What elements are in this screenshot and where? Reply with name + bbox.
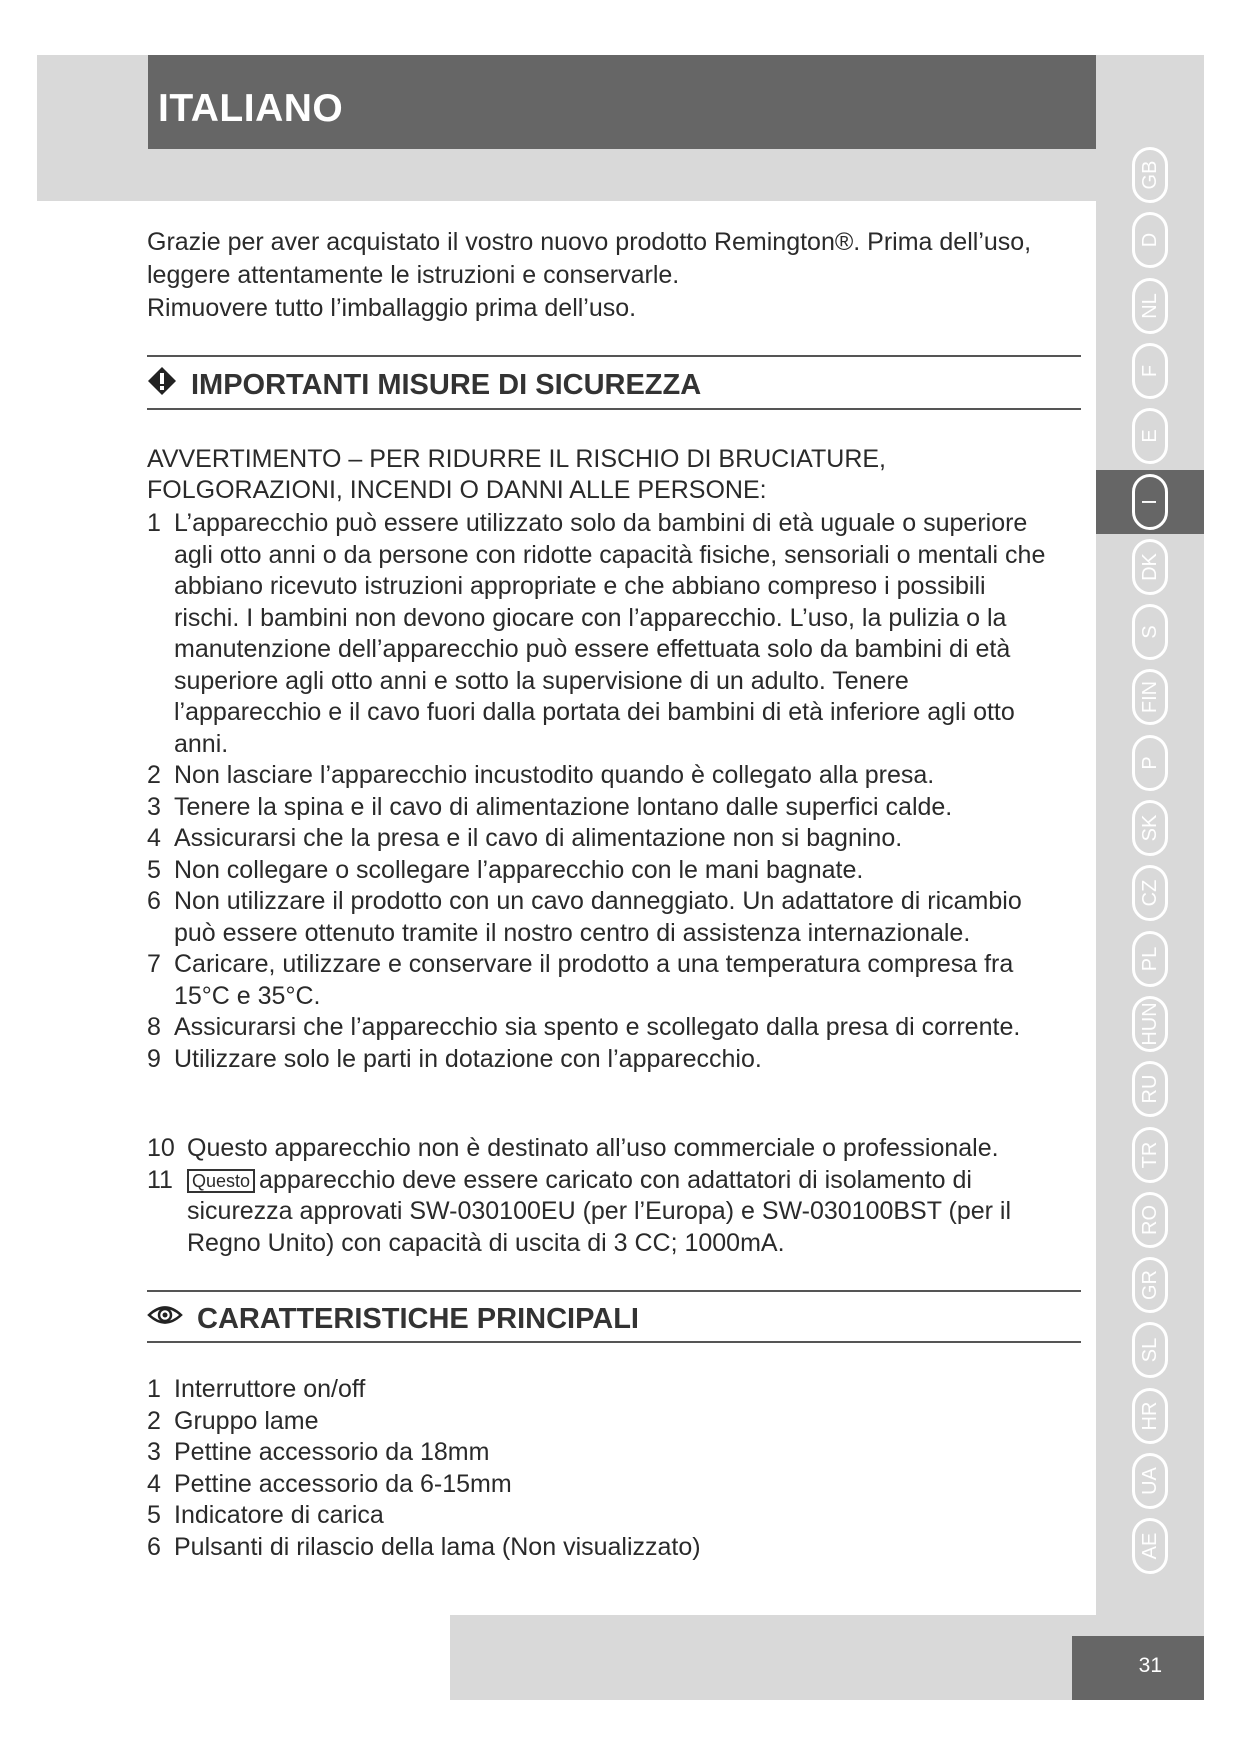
language-tab-f[interactable] [1096, 339, 1204, 403]
features-heading [147, 1302, 639, 1336]
language-tab-e[interactable] [1096, 404, 1204, 468]
language-tab-label: RO [1132, 1192, 1168, 1248]
item-number: 6 [147, 1532, 161, 1561]
item-text: Assicurarsi che la presa e il cavo di alimentazione non si bagnino. [174, 824, 903, 852]
list-item [147, 760, 1047, 792]
safety-heading [147, 366, 701, 404]
page-number: 31 [1138, 1654, 1162, 1677]
language-tab-label: HUN [1132, 996, 1168, 1052]
language-tab-label: UA [1132, 1453, 1168, 1509]
language-tab-hun[interactable] [1096, 992, 1204, 1056]
language-tab-sk[interactable] [1096, 796, 1204, 860]
intro-text [147, 226, 1031, 325]
language-tab-ro[interactable] [1096, 1188, 1204, 1252]
safety-list [147, 508, 1047, 1075]
item-text: Questo apparecchio non è destinato all’uso commerciale o professionale. [187, 1134, 999, 1162]
item-number: 5 [147, 1501, 161, 1529]
item-number: 2 [147, 761, 161, 789]
language-tab-label: GB [1132, 147, 1168, 203]
item-text: Assicurarsi che l’apparecchio sia spento e scollegato dalla presa di corrente. [174, 1013, 1021, 1041]
list-item [147, 1044, 1047, 1076]
item-text: Interruttore on/off [174, 1375, 366, 1403]
warning-text: AVVERTIMENTO – PER RIDURRE IL RISCHIO DI BRUCIATURE, FOLGORAZIONI, INCENDI O DANNI ALLE PERSONE: [147, 445, 887, 504]
item-number: 5 [147, 855, 161, 884]
list-item [147, 1133, 1067, 1165]
page-number-box [1072, 1636, 1204, 1700]
item-text: apparecchio deve essere caricato con adattatori di isolamento di sicurezza approvati SW-030100EU (per l’Europa) e SW-030100BST (per il Regno Unito) con capacità di uscita di 3 CC; 1000mA. [187, 1165, 1012, 1257]
inline-mark: Questo [187, 1169, 255, 1193]
list-item [147, 1406, 701, 1438]
item-text: Non lasciare l’apparecchio incustodito quando è collegato alla presa. [174, 761, 935, 789]
language-tab-label: E [1132, 408, 1168, 464]
item-text: Caricare, utilizzare e conservare il prodotto a una temperatura compresa fra 15°C e 35°C. [174, 950, 1014, 1010]
language-tab-ae[interactable] [1096, 1514, 1204, 1578]
language-tab-label: SL [1132, 1322, 1168, 1378]
language-tab-label: P [1132, 735, 1168, 791]
list-item [147, 1165, 1067, 1260]
item-text: Pettine accessorio da 6-15mm [174, 1469, 512, 1498]
divider [147, 1290, 1081, 1292]
language-tab-label: TR [1132, 1127, 1168, 1183]
list-item [147, 1532, 701, 1564]
list-item [147, 1469, 701, 1501]
list-item [147, 823, 1047, 855]
item-number: 6 [147, 887, 161, 915]
language-tab-label: HR [1132, 1388, 1168, 1444]
list-item [147, 1374, 701, 1406]
item-text: Gruppo lame [174, 1406, 319, 1435]
language-tab-p[interactable] [1096, 731, 1204, 795]
item-number: 9 [147, 1044, 161, 1073]
language-tab-gb[interactable] [1096, 143, 1204, 207]
language-tab-nl[interactable] [1096, 274, 1204, 338]
list-item [147, 886, 1047, 949]
language-tab-label: FIN [1132, 669, 1168, 725]
item-text: Pettine accessorio da 18mm [174, 1438, 490, 1466]
item-number: 8 [147, 1013, 161, 1041]
features-title: CARATTERISTICHE PRINCIPALI [197, 1302, 639, 1335]
language-tab-label: PL [1132, 931, 1168, 987]
language-tab-label: CZ [1132, 865, 1168, 921]
list-item [147, 1012, 1047, 1044]
language-tab-label: S [1132, 604, 1168, 660]
item-number: 1 [147, 509, 161, 537]
item-number: 4 [147, 824, 161, 852]
divider [147, 1341, 1081, 1343]
item-text: Pulsanti di rilascio della lama (Non visualizzato) [174, 1532, 701, 1561]
language-tab-d[interactable] [1096, 208, 1204, 272]
item-text: Utilizzare solo le parti in dotazione con l’apparecchio. [174, 1044, 762, 1073]
language-tab-cz[interactable] [1096, 861, 1204, 925]
item-number: 1 [147, 1375, 161, 1403]
item-number: 3 [147, 792, 161, 821]
item-number: 3 [147, 1438, 161, 1466]
item-text: L’apparecchio può essere utilizzato solo da bambini di età uguale o superiore agli otto anni o da persone con ridotte capacità fisiche, sensoriali o mentali che abbiano ricevuto istruzioni appropriate e che abbiano compreso i possibili rischi. I bambini non devono giocare con l’apparecchio. L’uso, la pulizia o la manutenzione dell’apparecchio può essere effettuata solo da bambini di età superiore agli otto anni e sotto la supervisione di un adulto. Tenere l’apparecchio e il cavo fuori dalla portata dei bambini di età inferiore agli otto anni. [174, 509, 1046, 758]
language-tab-sl[interactable] [1096, 1318, 1204, 1382]
safety-title: IMPORTANTI MISURE DI SICUREZZA [191, 368, 702, 401]
language-tab-hr[interactable] [1096, 1384, 1204, 1448]
item-text: Indicatore di carica [174, 1501, 384, 1529]
language-tab-label: I [1132, 474, 1168, 530]
item-text: Non utilizzare il prodotto con un cavo danneggiato. Un adattatore di ricambio può essere ottenuto tramite il nostro centro di assistenza internazionale. [174, 887, 1022, 947]
language-tab-label: GR [1132, 1257, 1168, 1313]
language-tab-fin[interactable] [1096, 665, 1204, 729]
list-item [147, 1437, 701, 1469]
warning-icon [147, 366, 177, 404]
item-number: 4 [147, 1469, 161, 1498]
language-tab-label: NL [1132, 278, 1168, 334]
language-tab-ua[interactable] [1096, 1449, 1204, 1513]
divider [147, 408, 1081, 410]
language-tab-pl[interactable] [1096, 927, 1204, 991]
list-item [147, 508, 1047, 760]
language-tab-i[interactable] [1096, 470, 1204, 534]
language-tab-s[interactable] [1096, 600, 1204, 664]
language-tab-label: SK [1132, 800, 1168, 856]
language-tab-tr[interactable] [1096, 1123, 1204, 1187]
language-tab-label: RU [1132, 1061, 1168, 1117]
language-tab-ru[interactable] [1096, 1057, 1204, 1121]
list-item [147, 855, 1047, 887]
language-tab-label: AE [1132, 1518, 1168, 1574]
item-number: 2 [147, 1406, 161, 1435]
list-item [147, 949, 1047, 1012]
item-text: Non collegare o scollegare l’apparecchio con le mani bagnate. [174, 855, 864, 884]
eye-icon [147, 1302, 183, 1336]
item-number: 7 [147, 950, 161, 978]
page-title: ITALIANO [158, 87, 344, 130]
list-item [147, 1500, 701, 1532]
intro-line: Grazie per aver acquistato il vostro nuovo prodotto Remington®. Prima dell’uso, [147, 228, 1032, 256]
item-number: 11 [147, 1165, 173, 1194]
language-tab-dk[interactable] [1096, 535, 1204, 599]
item-text: Tenere la spina e il cavo di alimentazione lontano dalle superfici calde. [174, 792, 953, 821]
list-item [147, 792, 1047, 824]
title-bar [148, 55, 1096, 149]
item-number: 10 [147, 1134, 175, 1162]
intro-line: leggere attentamente le istruzioni e conservarle. [147, 261, 680, 289]
language-tab-label: F [1132, 343, 1168, 399]
language-tab-gr[interactable] [1096, 1253, 1204, 1317]
features-list [147, 1374, 701, 1563]
intro-line: Rimuovere tutto l’imballaggio prima dell’uso. [147, 294, 637, 322]
language-tab-label: DK [1132, 539, 1168, 595]
divider [147, 355, 1081, 357]
language-tab-label: D [1132, 212, 1168, 268]
safety-list-continued [147, 1133, 1067, 1259]
